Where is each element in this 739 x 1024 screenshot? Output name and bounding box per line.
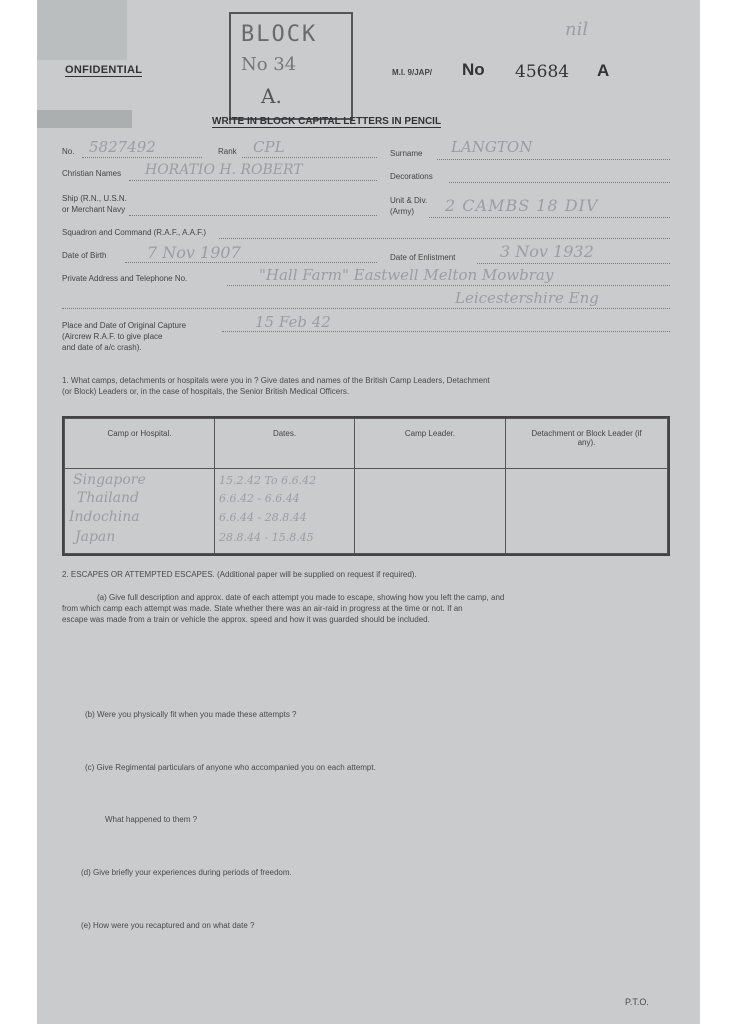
question-2e: (e) How were you recaptured and on what date ? xyxy=(81,921,255,930)
enlistment-underline xyxy=(477,263,670,264)
question-2c: (c) Give Regimental particulars of anyone who accompanied you on each attempt. xyxy=(85,763,376,772)
tape-mark-lower xyxy=(37,110,132,128)
camp-row-3: Indochina xyxy=(69,509,140,525)
block-stamp xyxy=(229,12,353,120)
enlistment-value: 3 Nov 1932 xyxy=(500,242,594,261)
dob-label: Date of Birth xyxy=(62,251,107,260)
question-2b: (b) Were you physically fit when you made these attempts ? xyxy=(85,710,297,719)
ref-label: M.I. 9/JAP/ xyxy=(392,68,433,77)
dates-row-2: 6.6.42 - 6.6.44 xyxy=(219,492,300,505)
pto-label: P.T.O. xyxy=(625,997,649,1007)
corner-note: nil xyxy=(565,19,589,40)
unit-label-1: Unit & Div. xyxy=(390,196,428,205)
capture-underline xyxy=(222,331,670,332)
question-2a-line-2: from which camp each attempt was made. State whether there was an air-raid in progress at the time or not. If an xyxy=(62,604,463,613)
dates-row-1: 15.2.42 To 6.6.42 xyxy=(219,474,317,487)
rank-field-value: CPL xyxy=(253,138,285,156)
dob-value: 7 Nov 1907 xyxy=(147,243,241,262)
surname-underline xyxy=(437,159,670,160)
stamp-number-text: No 34 xyxy=(241,54,297,75)
rank-underline xyxy=(242,157,377,158)
camp-row-1: Singapore xyxy=(73,472,146,488)
no-field-label: No. xyxy=(62,147,75,156)
ship-label-1: Ship (R.N., U.S.N. xyxy=(62,194,127,203)
question-1-line-1: 1. What camps, detachments or hospitals were you in ? Give dates and names of the British Camp Leaders, Detachment xyxy=(62,376,490,385)
question-2d: (d) Give briefly your experiences during periods of freedom. xyxy=(81,868,292,877)
stamp-block-text: BLOCK xyxy=(241,22,318,47)
stamp-letter-text: A. xyxy=(261,84,282,108)
question-2a-line-1: (a) Give full description and approx. date of each attempt you made to escape, showing how you left the camp, and xyxy=(97,593,505,602)
detachment-leader-cell xyxy=(506,469,668,554)
enlistment-label: Date of Enlistment xyxy=(390,253,456,262)
capture-value: 15 Feb 42 xyxy=(255,313,331,331)
christian-names-value: HORATIO H. ROBERT xyxy=(145,162,303,178)
dates-row-4: 28.8.44 - 15.8.45 xyxy=(219,531,314,544)
tape-mark xyxy=(37,0,127,60)
ship-underline xyxy=(129,215,377,216)
address-underline-2 xyxy=(62,308,670,309)
unit-value: 2 CAMBS 18 DIV xyxy=(445,196,599,215)
no-label: No xyxy=(462,60,485,79)
camp-row-2: Thailand xyxy=(77,490,139,506)
surname-field-label: Surname xyxy=(390,149,423,158)
col-header-camp-leader: Camp Leader. xyxy=(355,419,506,469)
camp-leader-cell xyxy=(355,469,506,554)
decorations-label: Decorations xyxy=(390,172,433,181)
christian-underline xyxy=(129,180,377,181)
classification-label: ONFIDENTIAL xyxy=(65,64,143,76)
form-number: 45684 xyxy=(515,62,570,82)
capture-label-3: and date of a/c crash). xyxy=(62,343,142,352)
address-underline xyxy=(227,285,670,286)
question-2a-line-3: escape was made from a train or vehicle the approx. speed and how it was guarded should be included. xyxy=(62,615,430,624)
capture-label-1: Place and Date of Original Capture xyxy=(62,321,187,330)
dates-row-3: 6.6.44 - 28.8.44 xyxy=(219,511,307,524)
address-value-1: "Hall Farm" Eastwell Melton Mowbray xyxy=(259,266,554,284)
col-header-camp: Camp or Hospital. xyxy=(65,419,215,469)
rank-field-label: Rank xyxy=(218,147,237,156)
camp-row-4: Japan xyxy=(75,529,116,545)
address-label: Private Address and Telephone No. xyxy=(62,274,188,283)
dates-cell xyxy=(215,469,355,554)
address-value-2: Leicestershire Eng xyxy=(455,289,599,307)
ship-label-2: or Merchant Navy xyxy=(62,205,126,214)
dob-underline xyxy=(125,262,377,263)
surname-field-value: LANGTON xyxy=(451,138,533,156)
question-1-line-2: (or Block) Leaders or, in the case of hospitals, the Senior British Medical Officers. xyxy=(62,387,350,396)
capture-label-2: (Aircrew R.A.F. to give place xyxy=(62,332,163,341)
squadron-label: Squadron and Command (R.A.F., A.A.F.) xyxy=(62,228,207,237)
unit-underline xyxy=(429,217,670,218)
no-underline xyxy=(82,157,202,158)
question-2-title: 2. ESCAPES OR ATTEMPTED ESCAPES. (Additional paper will be supplied on request if required). xyxy=(62,570,417,579)
no-field-value: 5827492 xyxy=(89,138,156,156)
unit-label-2: (Army) xyxy=(390,207,414,216)
camp-table xyxy=(62,416,670,556)
squadron-underline xyxy=(219,238,670,239)
question-2c-followup: What happened to them ? xyxy=(105,815,198,824)
camp-cell xyxy=(65,469,215,554)
col-header-detachment-leader: Detachment or Block Leader (if any). xyxy=(506,419,668,469)
col-header-dates: Dates. xyxy=(215,419,355,469)
christian-names-label: Christian Names xyxy=(62,169,122,178)
form-page xyxy=(37,0,700,1024)
instruction-line: WRITE IN BLOCK CAPITAL LETTERS IN PENCIL xyxy=(212,116,442,127)
series-letter: A xyxy=(597,61,610,80)
decorations-underline xyxy=(449,182,670,183)
